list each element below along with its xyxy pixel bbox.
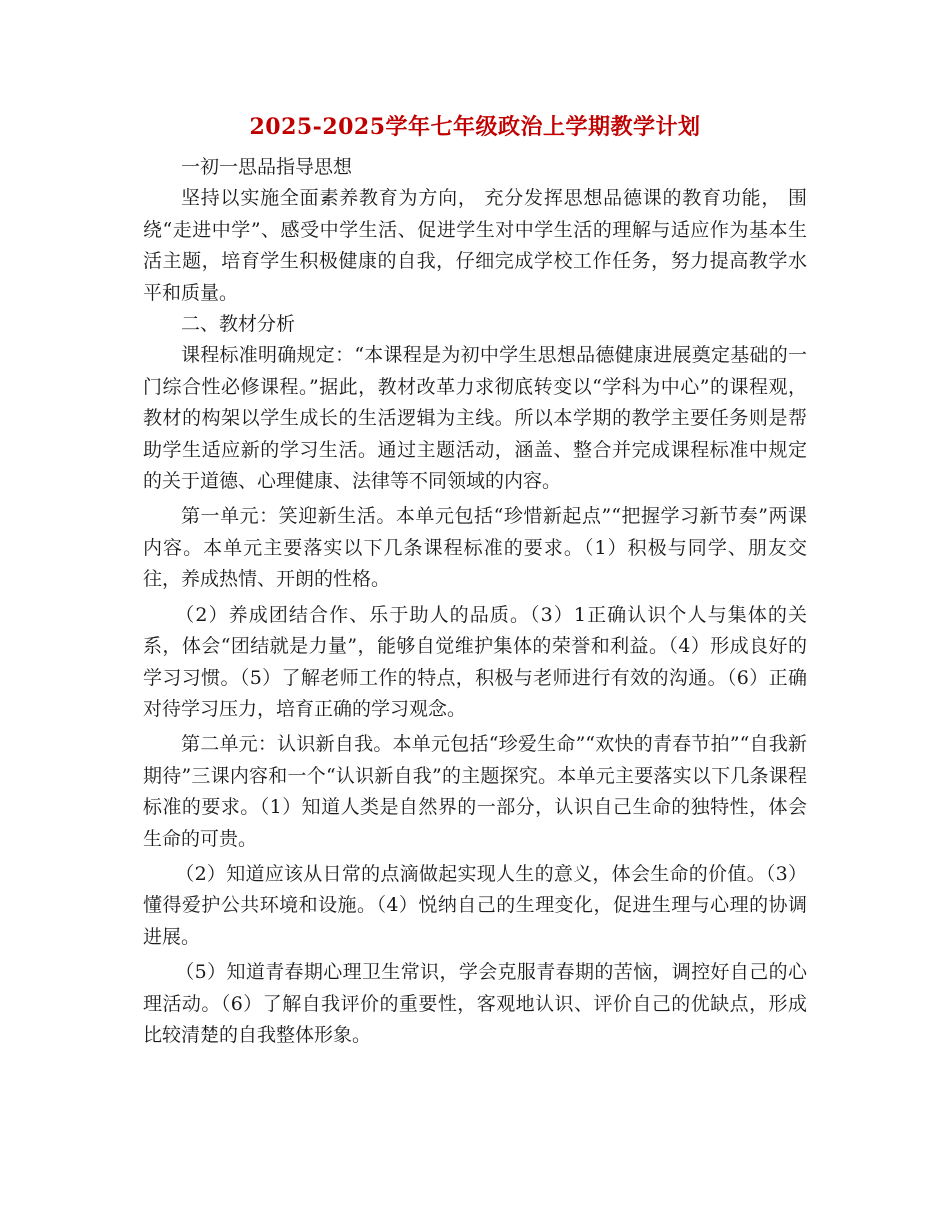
paragraph-textbook-analysis: 课程标准明确规定：“本课程是为初中学生思想品德健康进展奠定基础的一门综合性必修课程。”据此，教材改革力求彻底转变以“学科为中心”的课程观，教材的构架以学生成长的生活逻辑为主线。所以本学期的教学主要任务则是帮助学生适应新的学习生活。通过主题活动，涵盖、整合并完成课程标准中规定的关于道德、心理健康、法律等不同领域的内容。	[143, 344, 807, 493]
paragraph-unit-one-requirements: （2）养成团结合作、乐于助人的品质。（3）1正确认识个人与集体的关系，体会“团结就是力量”，能够自觉维护集体的荣誉和利益。（4）形成良好的学习习惯。（5）了解老师工作的特点，积极与老师进行有效的沟通。（6）正确对待学习压力，培育正确的学习观念。	[143, 603, 807, 720]
paragraph-unit-two: 第二单元：认识新自我。本单元包括“珍爱生命”“欢快的青春节拍”“自我新期待”三课内容和一个“认识新自我”的主题探究。本单元主要落实以下几条课程标准的要求。（1）知道人类是自然界的一部分，认识自己生命的独特性，体会生命的可贵。	[143, 733, 807, 850]
paragraph-unit-two-requirements-b: （5）知道青春期心理卫生常识，学会克服青春期的苦恼，调控好自己的心理活动。（6）了解自我评价的重要性，客观地认识、评价自己的优缺点，形成比较清楚的自我整体形象。	[143, 961, 807, 1046]
paragraph-unit-two-requirements-a: （2）知道应该从日常的点滴做起实现人生的意义，体会生命的价值。（3）懂得爱护公共环境和设施。（4）悦纳自己的生理变化，促进生理与心理的协调进展。	[143, 862, 807, 948]
section-heading-guiding-ideology: 一初一思品指导思想	[181, 156, 353, 178]
document-title: 2025-2025学年七年级政治上学期教学计划	[249, 114, 701, 140]
section-heading-textbook-analysis: 二、教材分析	[181, 313, 296, 336]
document-body	[143, 152, 807, 1051]
paragraph-unit-one: 第一单元：笑迎新生活。本单元包括“珍惜新起点”“把握学习新节奏”两课内容。本单元主要落实以下几条课程标准的要求。（1）积极与同学、朋友交往，养成热情、开朗的性格。	[143, 505, 807, 591]
paragraph-guiding-ideology: 坚持以实施全面素养教育为方向， 充分发挥思想品德课的教育功能， 围绕“走进中学”、感受中学生活、促进学生对中学生活的理解与适应作为基本生活主题，培育学生积极健康的自我，仔细完成学校工作任务，努力提高教学水平和质量。	[143, 187, 807, 304]
